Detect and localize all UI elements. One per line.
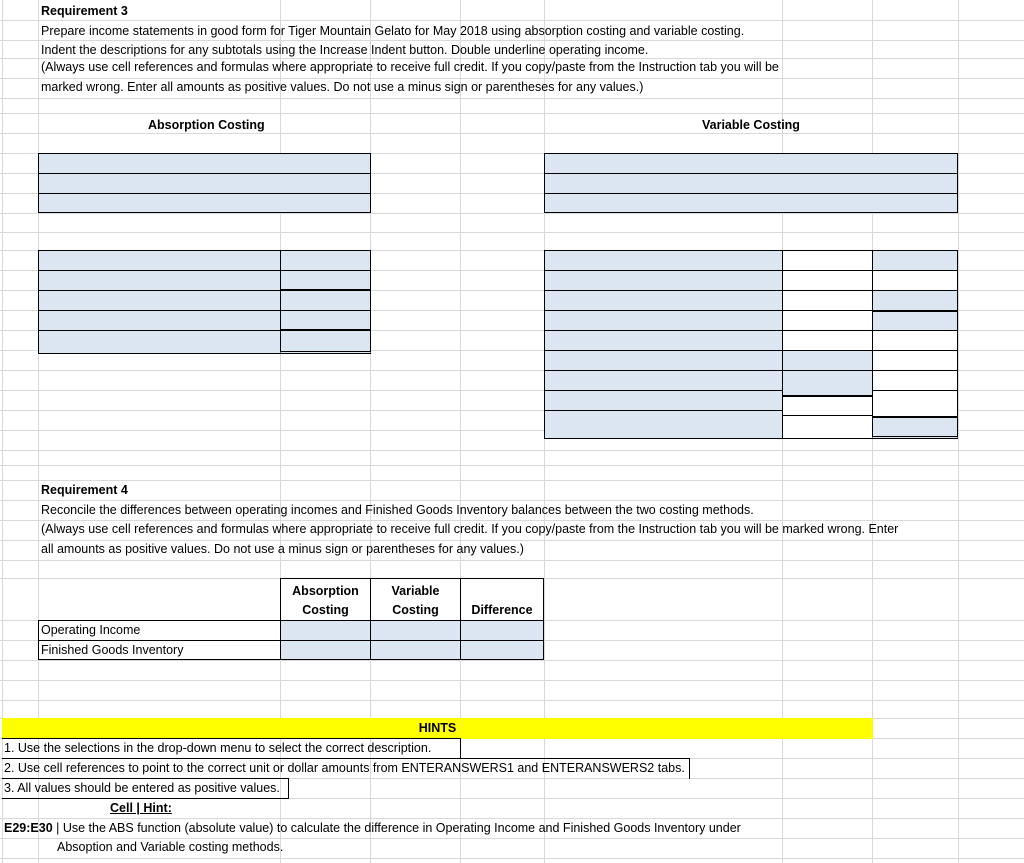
difference-fg-inventory-input[interactable] [460,640,544,660]
hint-1: 1. Use the selections in the drop-down menu to select the correct description. [4,741,432,755]
difference-operating-income-input[interactable] [460,620,544,641]
variable-mid-cell[interactable] [782,290,873,311]
absorption-desc-cell[interactable] [38,290,281,311]
hints-title: HINTS [418,721,457,735]
variable-mid-cell[interactable] [782,310,873,331]
variable-amount-cell[interactable] [872,370,958,391]
hint-ref-text-2: Absoption and Variable costing methods. [57,840,284,854]
req3-heading: Requirement 3 [41,4,128,18]
hint-ref-text-1: Use the ABS function (absolute value) to calculate the difference in Operating Income and Finished Goods Inventory under [62,821,741,835]
cell-label-text: Cell [110,801,133,815]
absorption-desc-cell[interactable] [38,310,281,331]
variable-amount-cell[interactable] [872,330,958,351]
absorption-amount-cell[interactable] [280,270,371,291]
absorption-header-period-cell[interactable] [38,193,371,213]
absorption-amount-cell[interactable] [280,310,371,331]
variable-desc-cell[interactable] [544,270,783,291]
variable-desc-cell[interactable] [544,330,783,351]
absorption-operating-income-cell[interactable] [280,330,371,354]
variable-header-company-cell[interactable] [544,153,958,174]
variable-amount-cell[interactable] [872,310,958,331]
absorption-header-company-cell[interactable] [38,153,371,174]
variable-desc-cell[interactable] [544,410,783,439]
hint-2: 2. Use cell references to point to the correct unit or dollar amounts from ENTERANSWERS1 and ENTERANSWERS2 tabs. [4,761,685,775]
cell-label: Cell | Hint: [110,801,172,815]
hint-ref-cell: E29:E30 [4,821,53,835]
hint-label-text: Hint: [143,801,172,815]
hint-3: 3. All values should be entered as positive values. [4,781,280,795]
variable-fg-inventory-input[interactable] [370,640,461,660]
col-variable-line1: Variable [391,584,440,598]
absorption-fg-inventory-input[interactable] [280,640,371,660]
absorption-amount-cell[interactable] [280,250,371,271]
variable-desc-cell[interactable] [544,370,783,391]
row-operating-income: Operating Income [41,623,141,637]
variable-amount-cell[interactable] [872,390,958,417]
variable-operating-income-cell[interactable] [872,416,958,439]
req3-line-2: Indent the descriptions for any subtotals using the Increase Indent button. Double underline operating income. [41,43,649,57]
variable-desc-cell[interactable] [544,250,783,271]
variable-costing-title: Variable Costing [702,118,800,132]
variable-amount-cell[interactable] [872,250,958,271]
variable-desc-cell[interactable] [544,390,783,411]
absorption-header-statement-cell[interactable] [38,173,371,194]
variable-mid-cell[interactable] [782,350,873,371]
variable-header-period-cell[interactable] [544,193,958,213]
variable-amount-cell[interactable] [872,290,958,311]
absorption-desc-cell[interactable] [38,250,281,271]
col-absorption-line1: Absorption [292,584,359,598]
variable-desc-cell[interactable] [544,310,783,331]
req4-heading: Requirement 4 [41,483,128,497]
req4-line-3: all amounts as positive values. Do not use a minus sign or parentheses for any values.) [41,542,524,556]
variable-desc-cell[interactable] [544,290,783,311]
variable-mid-cell[interactable] [782,270,873,291]
req4-line-1: Reconcile the differences between operating incomes and Finished Goods Inventory balances between the two costing methods. [41,503,754,517]
variable-desc-cell[interactable] [544,350,783,371]
row-divider [38,640,281,641]
req4-line-2: (Always use cell references and formulas where appropriate to receive full credit. If you copy/paste from the Instruction tab you will be marked wrong. Enter [41,522,899,536]
req3-line-4: marked wrong. Enter all amounts as positive values. Do not use a minus sign or parentheses for any values.) [41,80,644,94]
absorption-amount-cell[interactable] [280,290,371,311]
hint-ref-row: E29:E30 | Use the ABS function (absolute value) to calculate the difference in Operating Income and Finished Goods Inventory under [4,821,741,835]
variable-operating-income-input[interactable] [370,620,461,641]
col-difference: Difference [471,603,533,617]
variable-mid-cell[interactable] [782,370,873,397]
col-absorption-line2: Costing [302,603,349,617]
row-finished-goods-inventory: Finished Goods Inventory [41,643,184,657]
col-variable-line2: Costing [392,603,439,617]
variable-mid-cell[interactable] [782,330,873,351]
variable-mid-cell[interactable] [782,396,873,416]
req3-line-1: Prepare income statements in good form for Tiger Mountain Gelato for May 2018 using absorption costing and variable costing. [41,24,745,38]
absorption-operating-income-input[interactable] [280,620,371,641]
absorption-desc-cell[interactable] [38,330,281,354]
variable-amount-cell[interactable] [872,270,958,291]
variable-header-statement-cell[interactable] [544,173,958,194]
variable-amount-cell[interactable] [872,350,958,371]
absorption-desc-cell[interactable] [38,270,281,291]
req3-line-3: (Always use cell references and formulas where appropriate to receive full credit. If you copy/paste from the Instruction tab you will be [41,60,779,74]
variable-mid-cell[interactable] [782,415,873,439]
absorption-costing-title: Absorption Costing [148,118,265,132]
variable-mid-cell[interactable] [782,250,873,271]
